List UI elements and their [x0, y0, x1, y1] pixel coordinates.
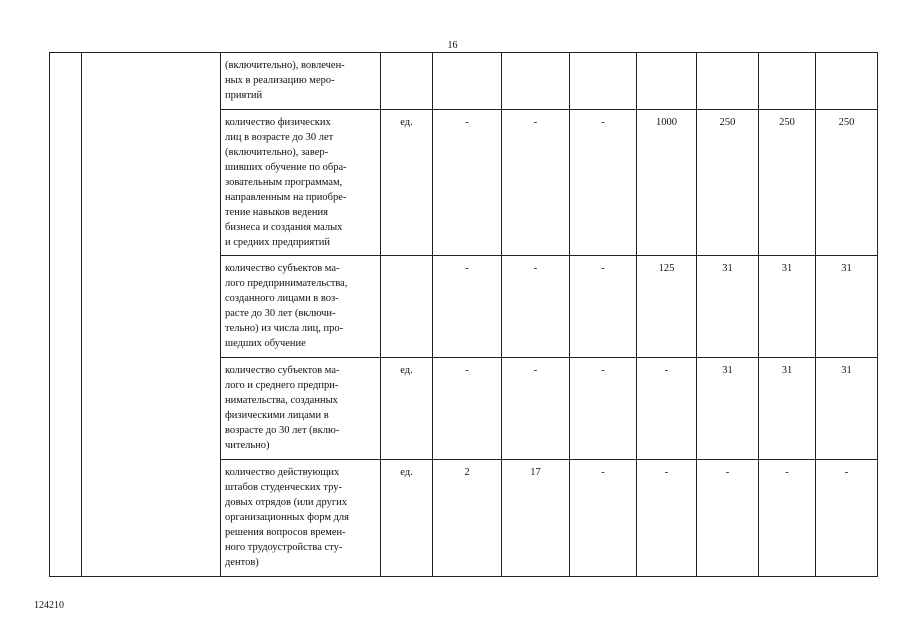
indicator-cell: количество физических лиц в возрасте до 30 лет (включительно), завер- шивших обучение по обра- зовательным программам, направленным на приобре- тение навыков ведения бизнеса и создания малых и средних предприятий [221, 110, 381, 256]
unit-cell: ед. [381, 358, 433, 460]
number-cell [50, 53, 82, 577]
value-cell: - [433, 358, 502, 460]
value-cell [759, 53, 816, 110]
value-cell: 31 [816, 358, 878, 460]
indicators-table [49, 52, 878, 577]
value-cell: - [570, 256, 637, 358]
value-cell: - [637, 460, 697, 577]
value-cell: - [759, 460, 816, 577]
indicator-cell: количество субъектов ма- лого и среднего предпри- нимательства, созданных физическими лицами в возрасте до 30 лет (вклю- чительно) [221, 358, 381, 460]
value-cell: - [570, 460, 637, 577]
value-cell [433, 53, 502, 110]
value-cell: 1000 [637, 110, 697, 256]
value-cell: 31 [697, 358, 759, 460]
value-cell: 31 [816, 256, 878, 358]
value-cell [570, 53, 637, 110]
indicator-cell: (включительно), вовлечен- ных в реализацию меро- приятий [221, 53, 381, 110]
value-cell: - [637, 358, 697, 460]
unit-cell [381, 256, 433, 358]
indicator-cell: количество субъектов ма- лого предпринимательства, созданного лицами в воз- расте до 30 лет (включи- тельно) из числа лиц, про- шедших обучение [221, 256, 381, 358]
value-cell: 250 [816, 110, 878, 256]
value-cell: 2 [433, 460, 502, 577]
value-cell: - [697, 460, 759, 577]
value-cell [816, 53, 878, 110]
value-cell: 31 [759, 256, 816, 358]
document-code: 124210 [34, 600, 64, 611]
unit-cell [381, 53, 433, 110]
value-cell [502, 53, 570, 110]
value-cell: 125 [637, 256, 697, 358]
page-number: 16 [447, 40, 458, 51]
value-cell: 250 [697, 110, 759, 256]
indicator-cell: количество действующих штабов студенческих тру- довых отрядов (или других организационных форм для решения вопросов времен- ного трудоустройства сту- дентов) [221, 460, 381, 577]
unit-cell: ед. [381, 460, 433, 577]
value-cell: - [502, 358, 570, 460]
value-cell: - [502, 110, 570, 256]
value-cell: - [433, 256, 502, 358]
value-cell: - [433, 110, 502, 256]
value-cell: - [570, 358, 637, 460]
value-cell: 31 [759, 358, 816, 460]
value-cell: - [816, 460, 878, 577]
value-cell [637, 53, 697, 110]
value-cell: - [570, 110, 637, 256]
unit-cell: ед. [381, 110, 433, 256]
value-cell: 31 [697, 256, 759, 358]
value-cell: 250 [759, 110, 816, 256]
table-row [50, 53, 878, 110]
activity-cell [82, 53, 221, 577]
value-cell [697, 53, 759, 110]
value-cell: - [502, 256, 570, 358]
value-cell: 17 [502, 460, 570, 577]
